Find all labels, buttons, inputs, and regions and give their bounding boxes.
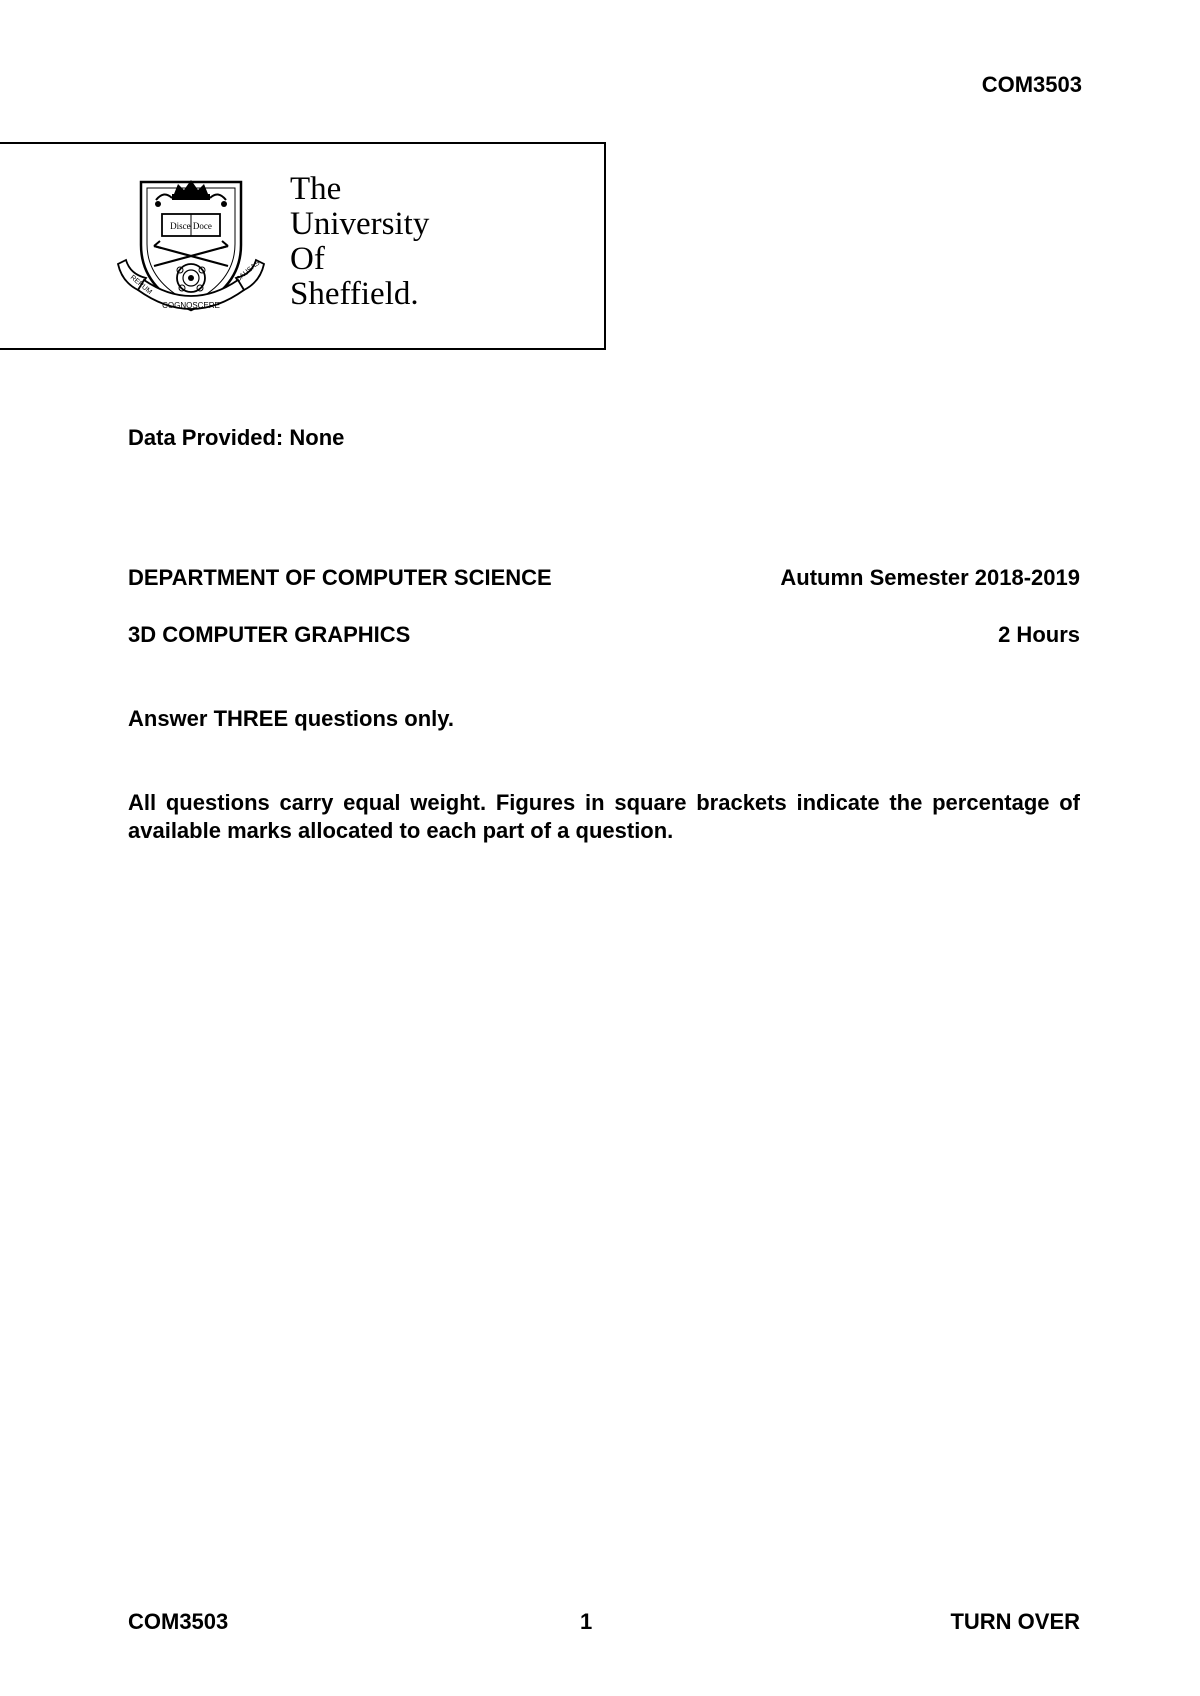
module-title: 3D COMPUTER GRAPHICS: [128, 622, 411, 647]
university-logo-box: [0, 142, 606, 350]
wordmark-line: The: [290, 171, 342, 207]
university-wordmark: [290, 172, 429, 312]
footer-turn-over: TURN OVER: [950, 1609, 1080, 1634]
wordmark-line: Of: [290, 241, 325, 277]
exam-duration: 2 Hours: [998, 622, 1080, 647]
answer-instruction: Answer THREE questions only.: [128, 706, 454, 731]
footer-page-number: 1: [580, 1609, 593, 1634]
svg-text:RERUM: RERUM: [128, 274, 153, 297]
weight-instruction: All questions carry equal weight. Figures in square brackets indicate the percentage of available marks allocated to each part of a question.: [128, 790, 1080, 843]
wordmark-line: Sheffield.: [290, 276, 419, 312]
exam-semester: Autumn Semester 2018-2019: [780, 565, 1080, 590]
svg-text:COGNOSCERE: COGNOSCERE: [162, 301, 220, 310]
svg-text:Disce Doce: Disce Doce: [170, 221, 212, 231]
svg-text:CAUSAS: CAUSAS: [234, 259, 262, 284]
page-header-course-code: COM3503: [981, 72, 1082, 97]
footer-course-code: COM3503: [128, 1609, 229, 1634]
department-name: DEPARTMENT OF COMPUTER SCIENCE: [128, 565, 552, 590]
university-crest-icon: [116, 170, 266, 320]
data-provided-line: Data Provided: None: [128, 425, 345, 450]
wordmark-line: University: [290, 206, 430, 242]
